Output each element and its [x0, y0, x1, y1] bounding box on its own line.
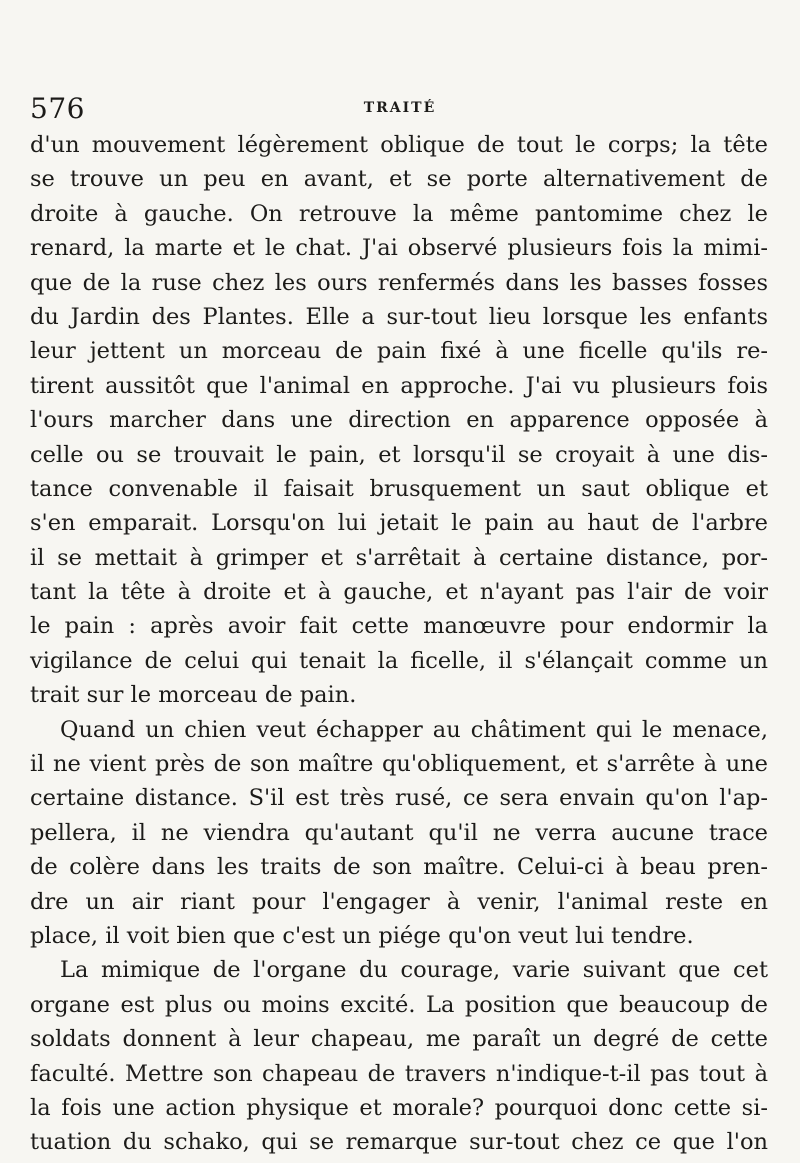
text-line: trait sur le morceau de pain.: [30, 682, 357, 709]
running-title: TRAITÉ: [363, 100, 437, 116]
text-line: tance convenable il faisait brusquement un saut oblique et: [30, 475, 768, 502]
text-line: d'un mouvement légèrement oblique de tout le corps; la tête: [30, 132, 768, 158]
text-line: que de la ruse chez les ours renfermés dans les basses fosses: [30, 269, 768, 296]
text-line: pellera, il ne viendra qu'autant qu'il ne verra aucune trace: [30, 819, 768, 846]
running-head: [30, 92, 770, 132]
text-line: soldats donnent à leur chapeau, me paraît un degré de cette: [30, 1026, 768, 1053]
text-line: La mimique de l'organe du courage, varie suivant que cet: [60, 957, 768, 984]
text-line: dre un air riant pour l'engager à venir, l'animal reste en: [30, 888, 768, 915]
text-line: s'en emparait. Lorsqu'on lui jetait le pain au haut de l'arbre: [30, 510, 768, 537]
page-number: 576: [30, 92, 85, 125]
text-line: l'ours marcher dans une direction en apparence opposée à: [30, 407, 768, 434]
text-line: Quand un chien veut échapper au châtiment qui le menace,: [60, 716, 768, 743]
text-line: tuation du schako, qui se remarque sur-tout chez ce que l'on: [30, 1129, 768, 1156]
text-line: droite à gauche. On retrouve la même pantomime chez le: [30, 200, 768, 227]
text-line: celle ou se trouvait le pain, et lorsqu'il se croyait à une dis-: [30, 441, 768, 468]
text-line: tirent aussitôt que l'animal en approche. J'ai vu plusieurs fois: [30, 372, 768, 399]
text-line: place, il voit bien que c'est un piége qu'on veut lui tendre.: [30, 922, 694, 949]
text-line: faculté. Mettre son chapeau de travers n'indique-t-il pas tout à: [30, 1060, 768, 1087]
text-line: la fois une action physique et morale? pourquoi donc cette si-: [30, 1094, 768, 1121]
text-line: leur jettent un morceau de pain fixé à une ficelle qu'ils re-: [30, 338, 768, 365]
text-line: certaine distance. S'il est très rusé, ce sera envain qu'on l'ap-: [30, 785, 768, 812]
text-line: il ne vient près de son maître qu'obliquement, et s'arrête à une: [30, 751, 768, 778]
text-line: le pain : après avoir fait cette manœuvre pour endormir la: [30, 613, 768, 640]
text-line: vigilance de celui qui tenait la ficelle, il s'élançait comme un: [30, 647, 768, 674]
text-line: il se mettait à grimper et s'arrêtait à certaine distance, por-: [30, 544, 768, 571]
text-line: organe est plus ou moins excité. La position que beaucoup de: [30, 991, 768, 1018]
text-line: de colère dans les traits de son maître. Celui-ci à beau pren-: [30, 854, 768, 881]
text-line: se trouve un peu en avant, et se porte alternativement de: [30, 166, 768, 193]
text-line: renard, la marte et le chat. J'ai observé plusieurs fois la mimi-: [30, 235, 768, 262]
text-line: tant la tête à droite et à gauche, et n'ayant pas l'air de voir: [30, 579, 768, 606]
body-text: [30, 128, 768, 1160]
text-line: du Jardin des Plantes. Elle a sur-tout lieu lorsque les enfants: [30, 303, 768, 330]
